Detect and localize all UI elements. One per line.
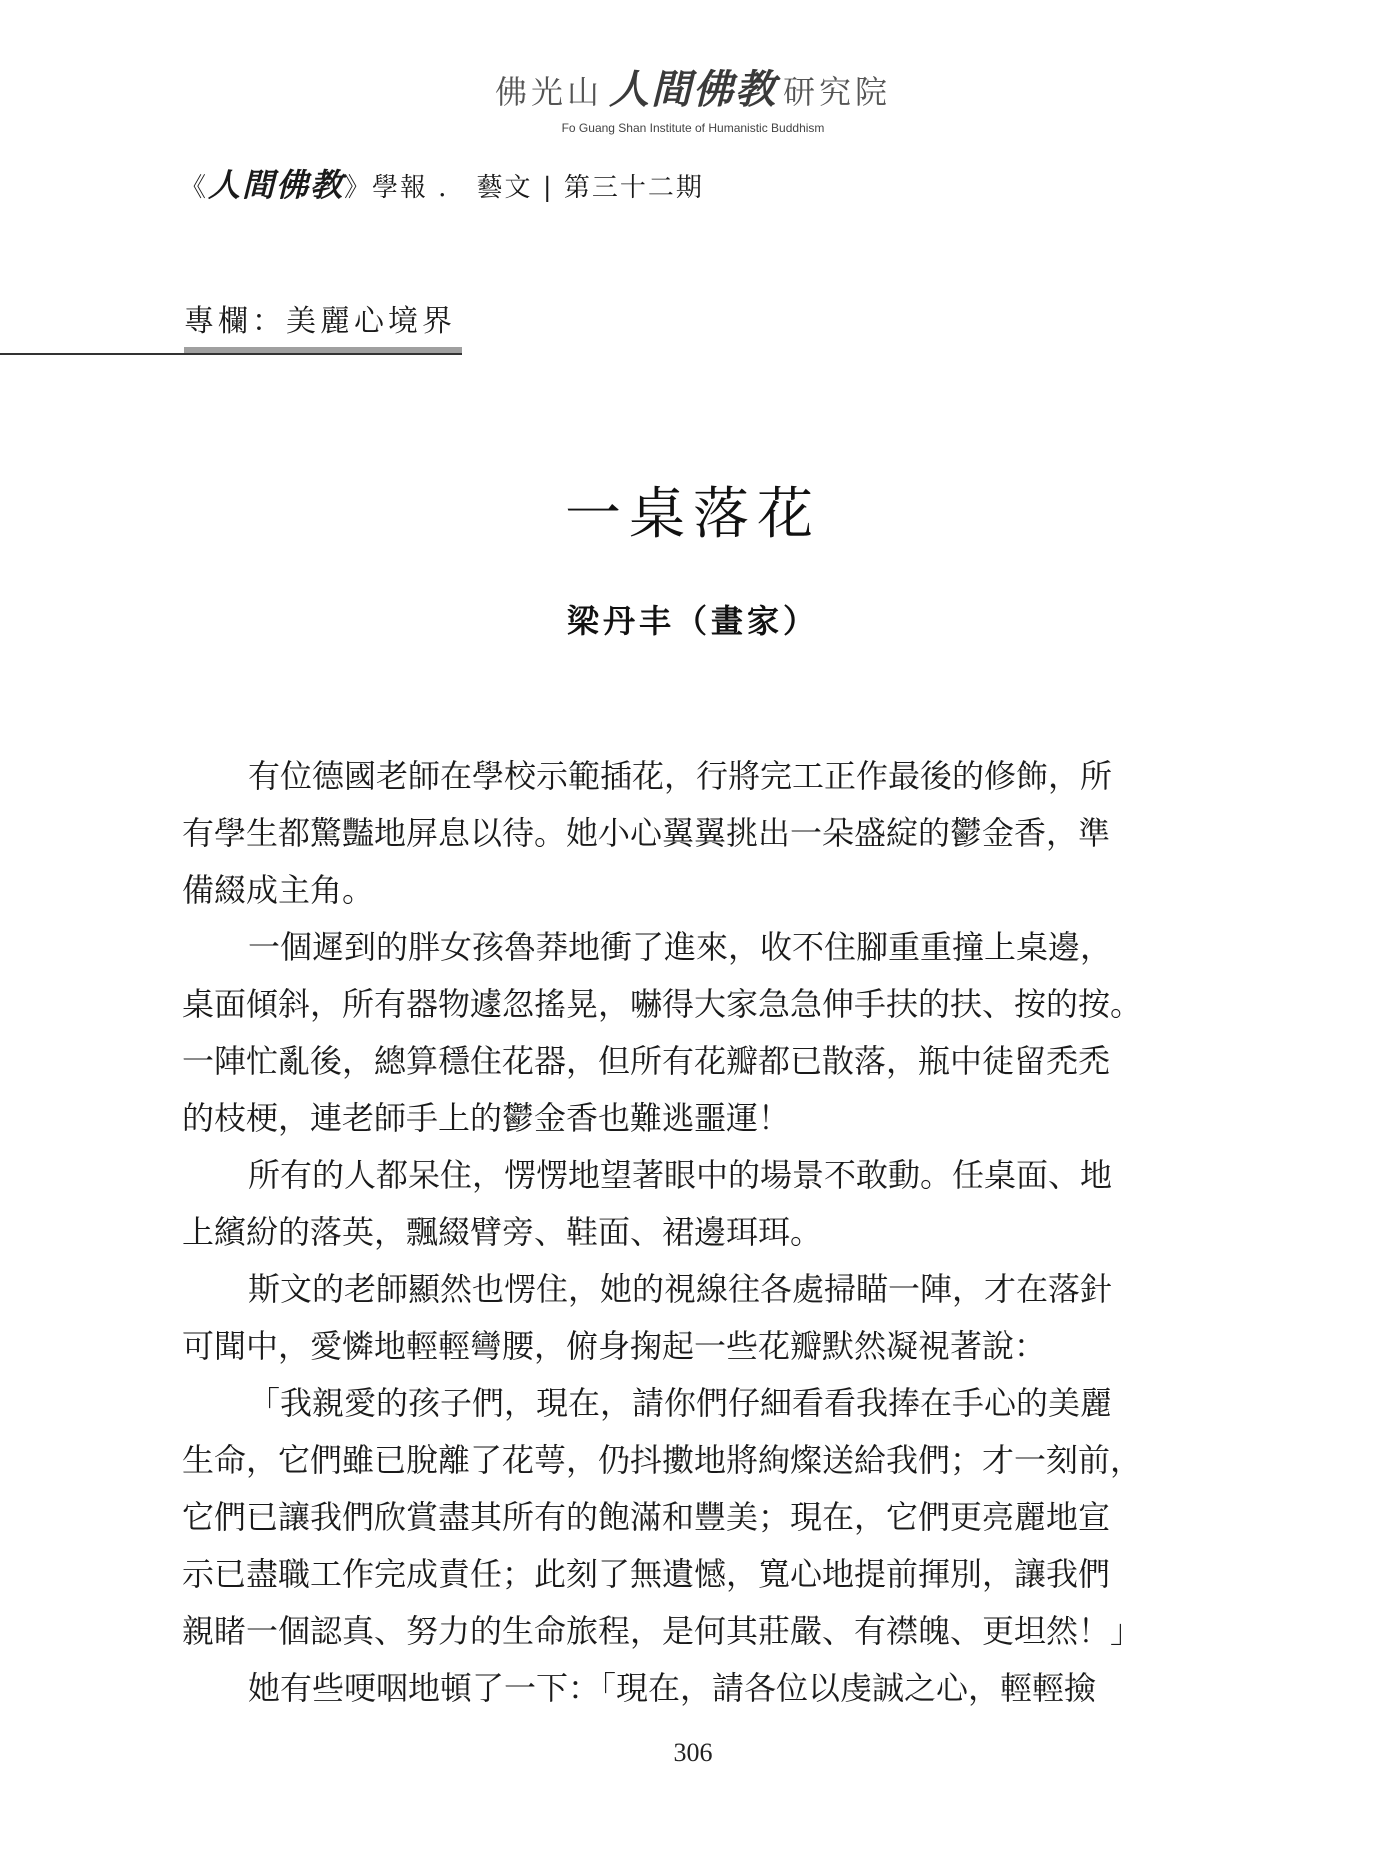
paragraph-line: 「我親愛的孩子們，現在，請你們仔細看看我捧在手心的美麗: [248, 1384, 1113, 1422]
paragraph-line: 生命，它們雖已脫離了花萼，仍抖擻地將絢燦送給我們；才一刻前，: [182, 1441, 1143, 1479]
journal-running-head: [180, 160, 704, 206]
journal-open-bracket: 《: [180, 173, 209, 203]
paragraph-line: 有學生都驚豔地屏息以待。她小心翼翼挑出一朵盛綻的鬱金香，準: [182, 814, 1111, 852]
column-divider-line: [0, 353, 462, 355]
journal-brand: 人間佛教: [208, 166, 345, 204]
institute-prefix: 佛光山: [494, 73, 603, 111]
article-title: 一桌落花: [565, 482, 821, 547]
column-label: 專欄：美麗心境界: [184, 304, 456, 339]
paragraph-line: 斯文的老師顯然也愣住，她的視線往各處掃瞄一陣，才在落針: [248, 1270, 1113, 1308]
paragraph-line: 親睹一個認真、努力的生命旅程，是何其莊嚴、有襟魄、更坦然！」: [182, 1612, 1143, 1650]
institute-suffix: 研究院: [783, 73, 892, 111]
paragraph-line: 一陣忙亂後，總算穩住花器，但所有花瓣都已散落，瓶中徒留禿禿: [182, 1042, 1111, 1080]
paragraph-line: 備綴成主角。: [182, 871, 375, 909]
institute-brand-logo: 人間佛教: [609, 66, 777, 113]
page-number: 306: [673, 1738, 713, 1767]
paragraph-line: 一個遲到的胖女孩魯莽地衝了進來，收不住腳重重撞上桌邊，: [248, 928, 1113, 966]
paragraph-line: 她有些哽咽地頓了一下：「現在，請各位以虔誠之心，輕輕撿: [248, 1669, 1097, 1707]
column-underline-bar: [184, 347, 462, 353]
paragraph-line: 有位德國老師在學校示範插花，行將完工正作最後的修飾，所: [248, 757, 1113, 795]
paragraph-line: 的枝梗，連老師手上的鬱金香也難逃噩運！: [182, 1099, 791, 1137]
paragraph-line: 示已盡職工作完成責任；此刻了無遺憾，寬心地提前揮別，讓我們: [182, 1555, 1111, 1593]
institute-english-name: Fo Guang Shan Institute of Humanistic Buddhism: [561, 121, 825, 135]
article-author: 梁丹丰（畫家）: [566, 602, 819, 640]
paragraph-line: 可聞中，愛憐地輕輕彎腰，俯身掬起一些花瓣默然凝視著說：: [182, 1327, 1047, 1365]
journal-issue: 》學報 ． 藝文 | 第三十二期: [344, 173, 704, 203]
paragraph-line: 它們已讓我們欣賞盡其所有的飽滿和豐美；現在，它們更亮麗地宣: [182, 1498, 1111, 1536]
institute-name: [0, 58, 1386, 115]
paragraph-line: 上繽紛的落英，飄綴臂旁、鞋面、裙邊珥珥。: [182, 1213, 823, 1251]
article-body: [182, 748, 1182, 1717]
paragraph-line: 所有的人都呆住，愣愣地望著眼中的場景不敢動。任桌面、地: [248, 1156, 1113, 1194]
institute-header: [0, 58, 1386, 135]
paragraph-line: 桌面傾斜，所有器物遽忽搖晃，嚇得大家急急伸手扶的扶、按的按。: [182, 985, 1143, 1023]
